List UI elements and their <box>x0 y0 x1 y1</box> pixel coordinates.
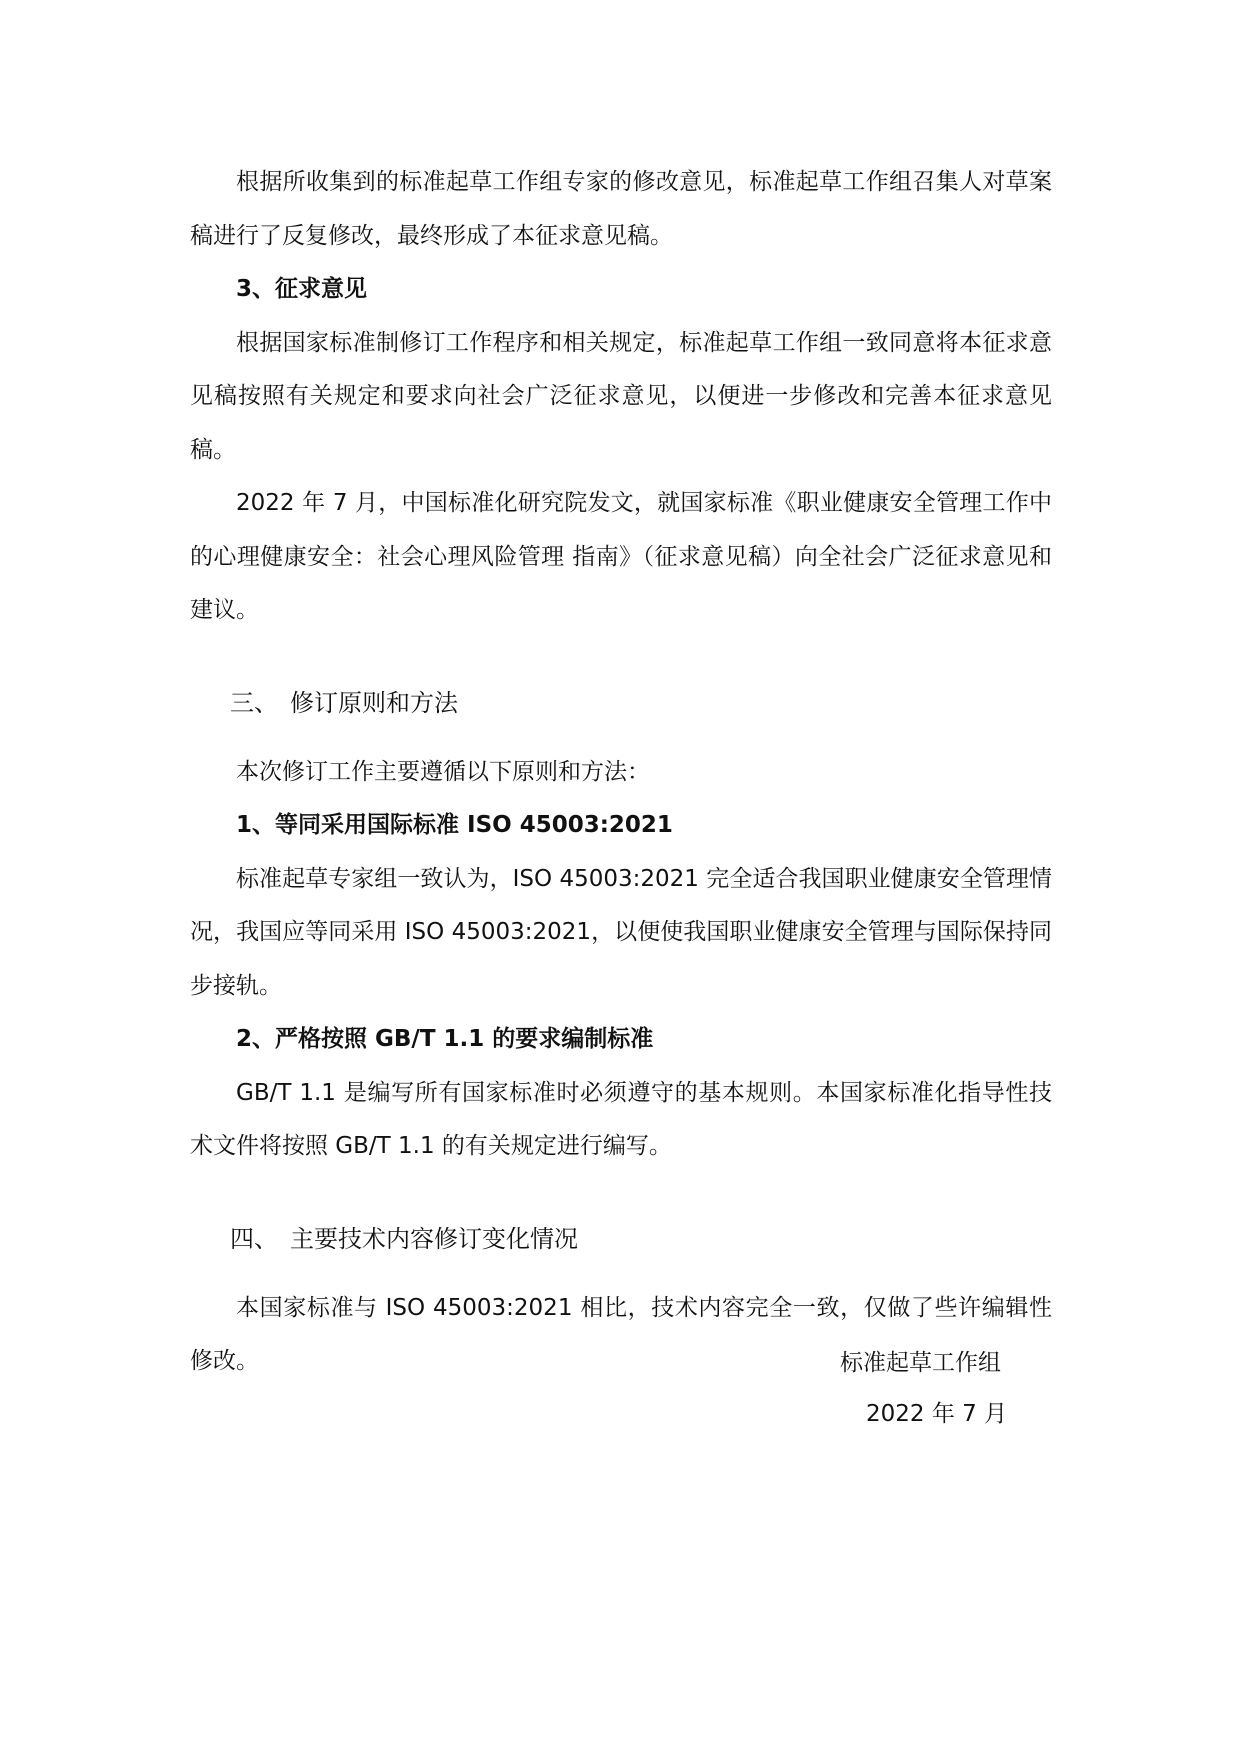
document-body <box>190 156 1052 1389</box>
section-number: 四、 <box>230 1224 278 1253</box>
signature-organization: 标准起草工作组 <box>840 1350 1001 1376</box>
section-title: 修订原则和方法 <box>290 688 458 717</box>
section-heading-technical-changes <box>190 1214 1052 1264</box>
paragraph-principles-intro: 本次修订工作主要遵循以下原则和方法： <box>236 758 650 785</box>
paragraph-technical-changes: 本国家标准与 ISO 45003:2021 相比，技术内容完全一致，仅做了些许编辑性修改。 <box>190 1294 1052 1374</box>
section-number: 三、 <box>230 688 278 717</box>
paragraph-release-notice: 2022 年 7 月，中国标准化研究院发文，就国家标准《职业健康安全管理工作中的心理健康安全：社会心理风险管理 指南》（征求意见稿）向全社会广泛征求意见和建议。 <box>190 490 1052 623</box>
subheading-solicit-opinions: 3、征求意见 <box>236 276 368 302</box>
section-heading-principles <box>190 678 1052 728</box>
paragraph-solicit-process: 根据国家标准制修订工作程序和相关规定，标准起草工作组一致同意将本征求意见稿按照有关规定和要求向社会广泛征求意见，以便进一步修改和完善本征求意见稿。 <box>190 329 1052 463</box>
signature-date: 2022 年 7 月 <box>866 1401 1008 1427</box>
paragraph-follow-gbt: GB/T 1.1 是编写所有国家标准时必须遵守的基本规则。本国家标准化指导性技术文件将按照 GB/T 1.1 的有关规定进行编写。 <box>190 1079 1052 1159</box>
section-title: 主要技术内容修订变化情况 <box>290 1224 578 1253</box>
paragraph-revision-summary: 根据所收集到的标准起草工作组专家的修改意见，标准起草工作组召集人对草案稿进行了反复修改，最终形成了本征求意见稿。 <box>190 169 1052 249</box>
paragraph-adopt-iso: 标准起草专家组一致认为，ISO 45003:2021 完全适合我国职业健康安全管理情况，我国应等同采用 ISO 45003:2021，以便使我国职业健康安全管理与国际保持同步接轨。 <box>190 865 1052 999</box>
subheading-follow-gbt: 2、严格按照 GB/T 1.1 的要求编制标准 <box>236 1026 654 1052</box>
subheading-adopt-iso: 1、等同采用国际标准 ISO 45003:2021 <box>236 812 673 838</box>
